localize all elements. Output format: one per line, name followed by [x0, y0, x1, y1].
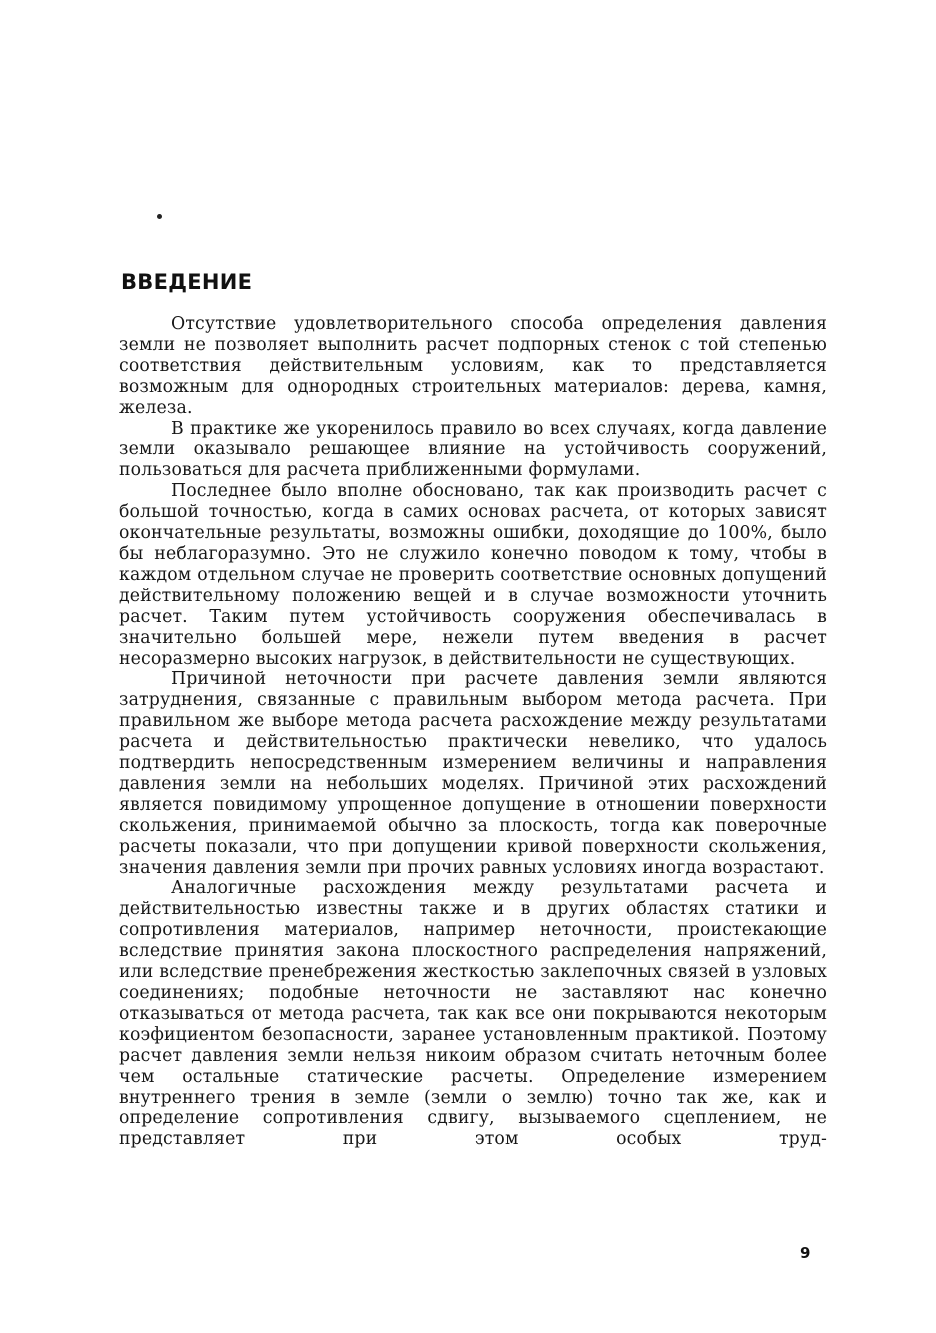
page-number: 9: [800, 1244, 811, 1262]
paragraph-5: Аналогичные расхождения между результатами расчета и действительностью известны также и в других областях статики и сопротивления материалов, например неточности, проистекающие вследствие принятия закона плоскостного распределения напряжений, или вследствие пренебрежения жесткостью заклепочных связей в узловых соединениях; подобные неточности не заставляют нас конечно отказываться от метода расчета, так как все они покрываются некоторым коэфициентом безопасности, заранее установленным практикой. Поэтому расчет давления земли нельзя никоим образом считать неточным более чем остальные статические расчеты. Определение измерением внутреннего трения в земле (земли о землю) точно так же, как и определение сопротивления сдвигу, вызываемого сцеплением, не представляет при этом особых труд-: [119, 878, 827, 1150]
print-speck: [157, 214, 162, 219]
paragraph-1: Отсутствие удовлетворительного способа определения давления земли не позволяет выполнить расчет подпорных стенок с той степенью соответствия действительным условиям, как то представляется возможным для однородных строительных материалов: дерева, камня, железа.: [119, 314, 827, 418]
body-text: [119, 314, 827, 1150]
section-heading: ВВЕДЕНИЕ: [121, 270, 253, 294]
paragraph-3: Последнее было вполне обосновано, так как производить расчет с большой точностью, когда в самих основах расчета, от которых зависят окончательные результаты, возможны ошибки, доходящие до 100%, было бы неблагоразумно. Это не служило конечно поводом к тому, чтобы в каждом отдельном случае не проверить соответствие основных допущений действительному положению вещей и в случае возможности уточнить расчет. Таким путем устойчивость сооружения обеспечивалась в значительно большей мере, нежели путем введения в расчет несоразмерно высоких нагрузок, в действительности не существующих.: [119, 481, 827, 669]
paragraph-2: В практике же укоренилось правило во всех случаях, когда давление земли оказывало решающее влияние на устойчивость сооружений, пользоваться для расчета приближенными формулами.: [119, 418, 827, 481]
paragraph-4: Причиной неточности при расчете давления земли являются затруднения, связанные с правильным выбором метода расчета. При правильном же выборе метода расчета расхождение между результатами расчета и действительностью практически невелико, что удалось подтвердить непосредственным измерением величины и направления давления земли на небольших моделях. Причиной этих расхождений является повидимому упрощенное допущение в отношении поверхности скольжения, принимаемой обычно за плоскость, тогда как поверочные расчеты показали, что при допущении кривой поверхности скольжения, значения давления земли при прочих равных условиях иногда возрастают.: [119, 669, 827, 878]
